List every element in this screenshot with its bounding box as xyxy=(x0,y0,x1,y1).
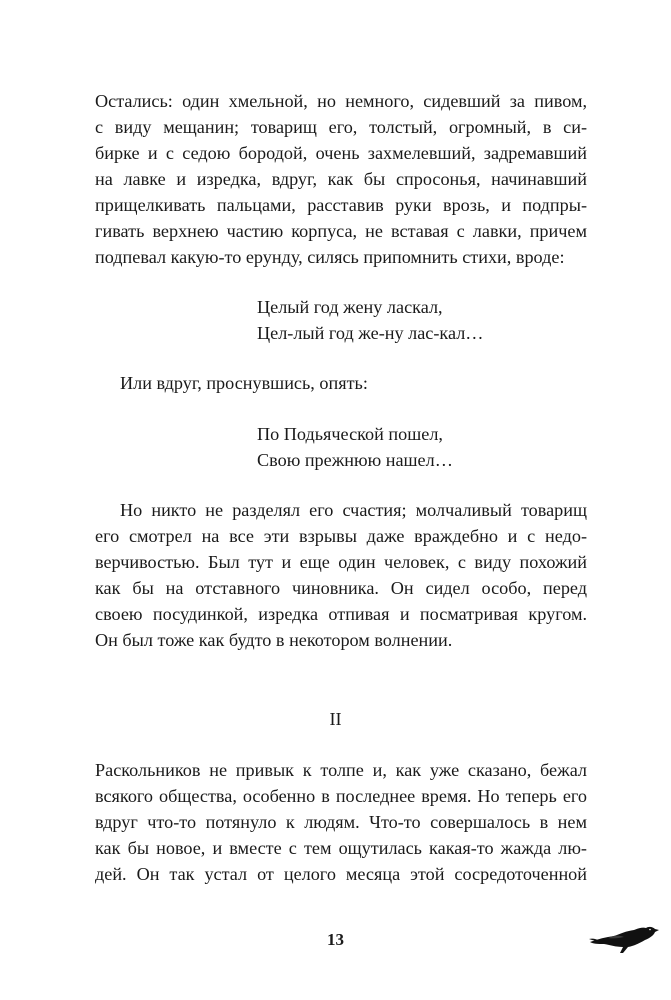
text-line: всякого общества, особенно в последнее время. Но теперь его xyxy=(95,786,587,806)
text-line: своею посудинкой, изредка отпивая и посматривая кругом. xyxy=(95,604,587,624)
verse-line: Свою прежнюю нашел… xyxy=(257,450,453,470)
text-line: подпевал какую-то ерунду, силясь припомнить стихи, вроде: xyxy=(95,247,565,267)
verse-line: Цел-лый год же-ну лас-кал… xyxy=(257,323,484,343)
raven-icon xyxy=(588,922,660,956)
page-number: 13 xyxy=(327,930,344,949)
text-line: на лавке и изредка, вдруг, как бы спросонья, начинавший xyxy=(95,169,587,189)
text-line: дей. Он так устал от целого месяца этой сосредоточенной xyxy=(95,864,587,884)
text-line: бирке и с седою бородой, очень захмелевший, задремавший xyxy=(95,143,587,163)
text-line: Раскольников не привык к толпе и, как уже сказано, бежал xyxy=(95,760,587,780)
section-heading: II xyxy=(329,709,342,729)
text-line: Он был тоже как будто в некотором волнении. xyxy=(95,630,453,650)
text-line: гивать верхнею частию корпуса, не вставая с лавки, причем xyxy=(95,221,587,241)
text-line: прищелкивать пальцами, расставив руки врозь, и подпры- xyxy=(95,195,587,215)
text-line: вдруг что-то потянуло к людям. Что-то совершалось в нем xyxy=(95,812,587,832)
text-line: как бы на отставного чиновника. Он сидел особо, перед xyxy=(95,578,587,598)
verse-line: Целый год жену ласкал, xyxy=(257,297,443,317)
text-line: его смотрел на все эти взрывы даже враждебно и с недо- xyxy=(95,526,587,546)
text-line: Но никто не разделял его счастия; молчаливый товарищ xyxy=(120,500,587,520)
text-line: Остались: один хмельной, но немного, сидевший за пивом, xyxy=(95,91,587,111)
text-line: с виду мещанин; товарищ его, толстый, огромный, в си- xyxy=(95,117,587,137)
text-line: верчивостью. Был тут и еще один человек, с виду похожий xyxy=(95,552,587,572)
verse-line: По Подьяческой пошел, xyxy=(257,424,443,444)
text-line: Или вдруг, проснувшись, опять: xyxy=(120,373,368,393)
text-line: как бы новое, и вместе с тем ощутилась какая-то жажда лю- xyxy=(95,838,587,858)
